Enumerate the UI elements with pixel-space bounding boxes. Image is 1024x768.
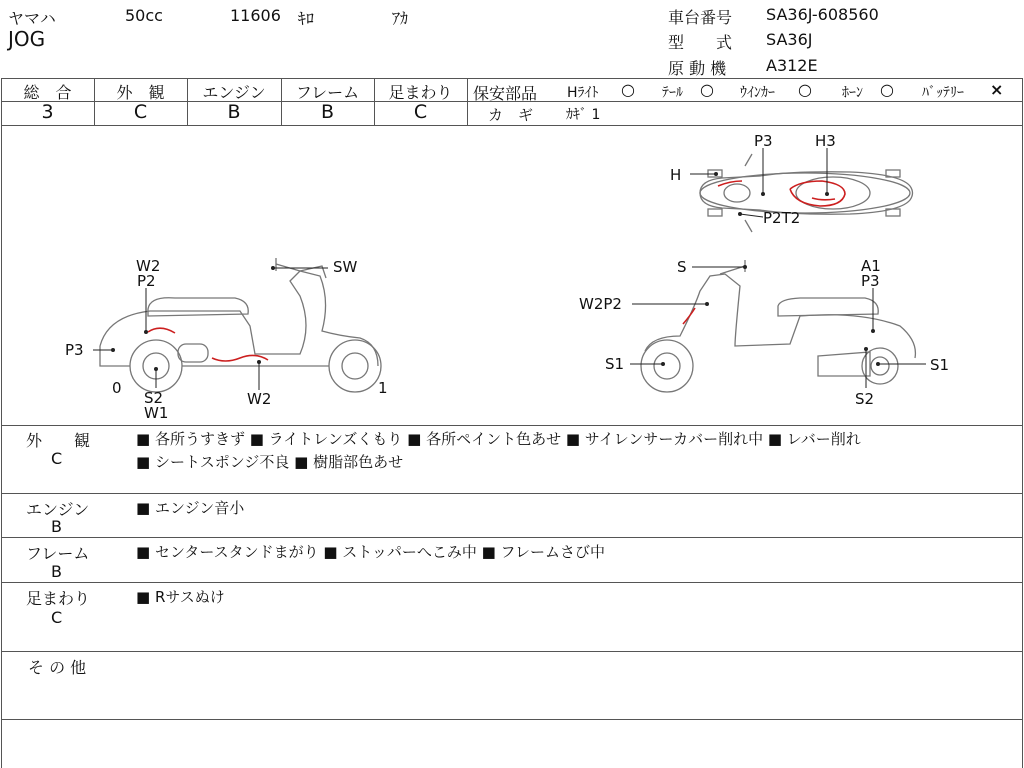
key-label: カ ギ	[488, 106, 534, 124]
grade-engine-value: B	[227, 101, 241, 123]
notes-exterior-line1: ■ 各所うすきず ■ ライトレンズくもり ■ 各所ペイント色あせ ■ サイレンサーカバー削れ中 ■ レバー削れ	[136, 430, 861, 448]
grade-exterior-label: 外 観	[116, 83, 165, 102]
grade-overall-label: 総 合	[23, 83, 72, 102]
grade-engine-label: エンジン	[202, 83, 266, 102]
divider-exterior	[1, 493, 1023, 494]
divider-frame	[1, 582, 1023, 583]
notes-suspension-label: 足まわり	[26, 589, 91, 608]
notes-engine-label: エンジン	[26, 500, 90, 519]
frame-no-label: 車台番号	[668, 8, 733, 27]
mileage: 11606	[230, 6, 281, 25]
label-top-h: H	[670, 166, 682, 184]
maker: ヤマハ	[8, 9, 56, 28]
type-value: SA36J	[766, 30, 813, 49]
label-right-s1-right: S1	[930, 356, 950, 374]
label-right-w2p2: W2P2	[579, 295, 622, 313]
grade-overall-value: 3	[41, 101, 54, 123]
label-left-sw: SW	[333, 258, 358, 276]
damage-diagram	[0, 126, 1024, 424]
model-name: JOG	[8, 27, 46, 51]
notes-frame-grade: B	[51, 562, 62, 581]
label-top-p3: P3	[754, 132, 773, 150]
scooter-top-view	[700, 154, 913, 232]
label-left-p2: P2	[137, 272, 156, 290]
type-label: 型 式	[668, 33, 733, 52]
tail-status: ○	[700, 80, 714, 99]
grade-frame-value: B	[320, 101, 335, 123]
label-right-s1-left: S1	[605, 355, 625, 373]
divider-diagram-bottom	[1, 425, 1023, 426]
notes-engine-line1: ■ エンジン音小	[136, 499, 245, 517]
label-left-w2-bottom: W2	[247, 390, 272, 408]
key-count: ｶｷﾞ 1	[566, 107, 601, 123]
winker-label: ｳｲﾝｶｰ	[740, 85, 775, 101]
displacement: 50cc	[125, 6, 163, 25]
safety-label: 保安部品	[473, 84, 538, 103]
notes-engine-grade: B	[51, 517, 62, 536]
leader-dots	[111, 172, 880, 371]
divider-suspension	[1, 651, 1023, 652]
label-left-zero: 0	[112, 379, 122, 397]
divider-other	[1, 719, 1023, 720]
divider-top	[1, 78, 1023, 79]
battery-status: ×	[990, 80, 1004, 99]
engine-value: A312E	[766, 56, 818, 75]
grade-frame-label: フレーム	[295, 83, 360, 102]
headlight-status: ○	[621, 80, 635, 99]
notes-other-label: そ の 他	[28, 658, 87, 677]
grade-exterior-value: C	[133, 101, 148, 123]
notes-suspension-grade: C	[51, 608, 63, 627]
mileage-unit: ｷﾛ	[298, 9, 315, 28]
label-left-w2-top: W2	[136, 257, 161, 275]
horn-label: ﾎｰﾝ	[842, 85, 863, 101]
label-left-one: 1	[378, 379, 388, 397]
label-right-p3: P3	[861, 272, 880, 290]
winker-status: ○	[798, 80, 812, 99]
notes-exterior-label: 外 観	[26, 431, 91, 450]
notes-suspension-line1: ■ Rサスぬけ	[136, 588, 225, 606]
horn-status: ○	[880, 80, 894, 99]
battery-label: ﾊﾞｯﾃﾘｰ	[922, 85, 964, 101]
label-right-s2: S2	[855, 390, 875, 408]
notes-exterior-grade: C	[51, 449, 63, 468]
scooter-right-damage	[683, 308, 695, 324]
grade-col-divider-5	[467, 78, 468, 125]
label-left-p3: P3	[65, 341, 84, 359]
tail-label: ﾃｰﾙ	[662, 85, 683, 101]
frame-no: SA36J-608560	[766, 5, 879, 24]
notes-frame-label: フレーム	[26, 544, 90, 563]
engine-label: 原 動 機	[668, 59, 727, 78]
color: ｱｶ	[392, 9, 409, 28]
label-right-s: S	[677, 258, 687, 276]
grade-suspension-label: 足まわり	[388, 83, 453, 102]
notes-exterior-line2: ■ シートスポンジ不良 ■ 樹脂部色あせ	[136, 453, 404, 471]
grade-suspension-value: C	[413, 101, 428, 123]
label-right-a1: A1	[861, 257, 881, 275]
label-left-w1: W1	[144, 404, 169, 422]
divider-engine	[1, 537, 1023, 538]
headlight-label: Hﾗｲﾄ	[567, 85, 599, 101]
label-left-s2: S2	[144, 389, 164, 407]
label-top-p2t2: P2T2	[763, 209, 801, 227]
label-top-h3: H3	[815, 132, 836, 150]
notes-frame-line1: ■ センタースタンドまがり ■ ストッパーへこみ中 ■ フレームさび中	[136, 543, 605, 561]
